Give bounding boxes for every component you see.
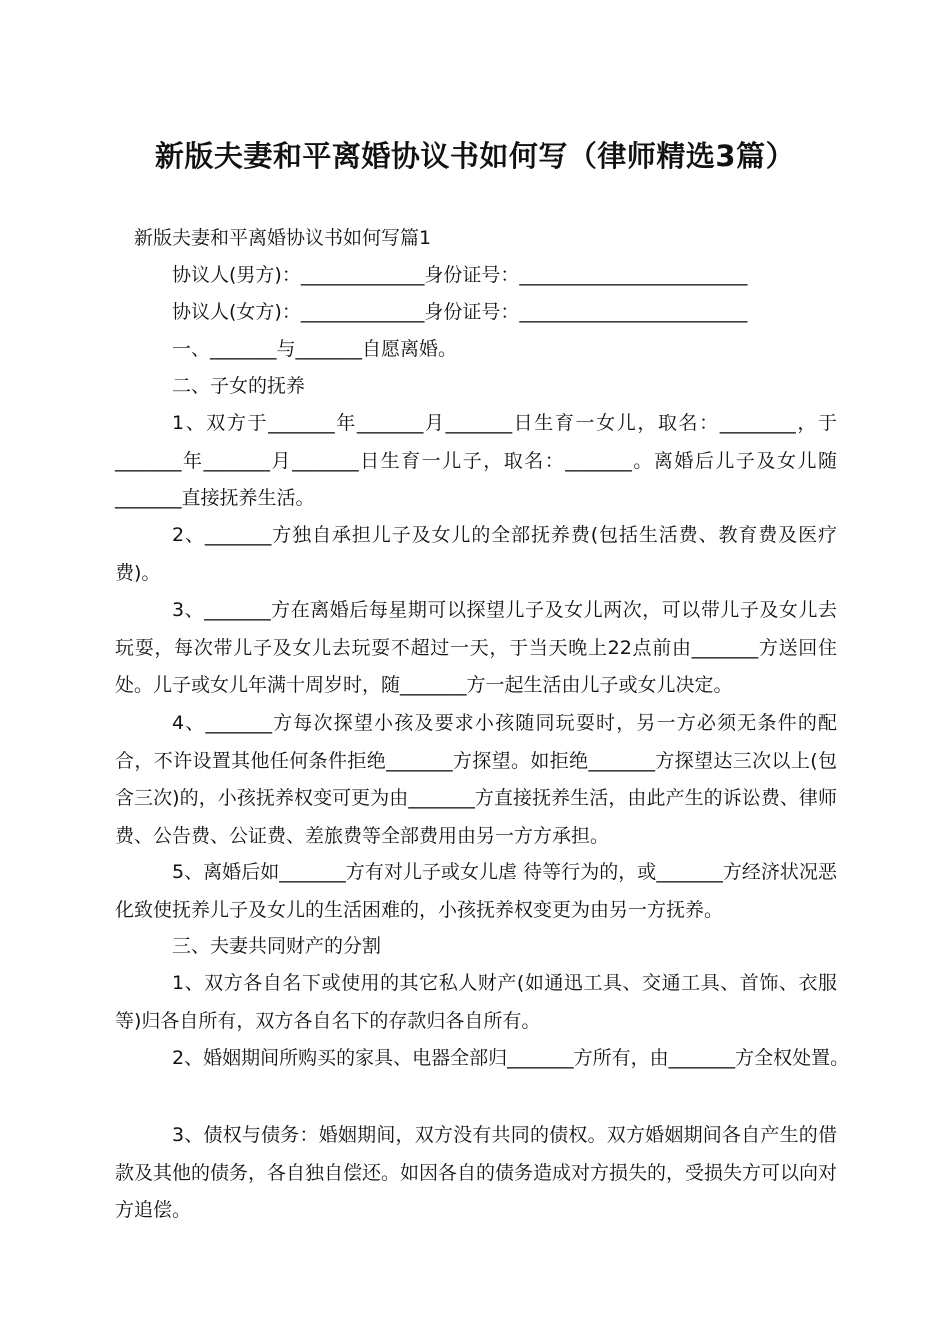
clause-child-5: 5、离婚后如_______方有对儿子或女儿虐 待等行为的，或_______方经济状况恶化致使抚养儿子及女儿的生活困难的，小孩抚养权变更为由另一方抚养。 <box>115 861 837 921</box>
heading-property-division: 三、夫妻共同财产的分割 <box>172 935 382 957</box>
party-female-line: 协议人(女方)：_____________身份证号：________________________ <box>172 301 748 323</box>
clause-child-1: 1、双方于_______年_______月_______日生育一女儿，取名：________，于_______年_______月_______日生育一儿子，取名：_______。离婚后儿子及女儿随_______直接抚养生活。 <box>115 412 837 509</box>
section-heading: 新版夫妻和平离婚协议书如何写篇1 <box>134 227 432 249</box>
clause-property-3: 3、债权与债务：婚姻期间，双方没有共同的债权。双方婚姻期间各自产生的借款及其他的债务，各自独自偿还。如因各自的债务造成对方损失的，受损失方可以向对方追偿。 <box>115 1124 838 1221</box>
clause-child-3: 3、_______方在离婚后每星期可以探望儿子及女儿两次，可以带儿子及女儿去玩耍，每次带儿子及女儿去玩耍不超过一天，于当天晚上22点前由_______方送回住处。儿子或女儿年满十周岁时，随_______方一起生活由儿子或女儿决定。 <box>115 599 837 696</box>
heading-child-support: 二、子女的抚养 <box>172 375 306 397</box>
item-divorce: 一、_______与_______自愿离婚。 <box>172 338 458 360</box>
clause-child-2: 2、_______方独自承担儿子及女儿的全部抚养费(包括生活费、教育费及医疗费)。 <box>115 524 837 584</box>
page-title: 新版夫妻和平离婚协议书如何写（律师精选3篇） <box>154 139 796 173</box>
party-male-line: 协议人(男方)：_____________身份证号：________________________ <box>172 264 748 286</box>
clause-property-1: 1、双方各自名下或使用的其它私人财产(如通迅工具、交通工具、首饰、衣服等)归各自所有，双方各自名下的存款归各自所有。 <box>115 972 837 1032</box>
clause-child-4: 4、_______方每次探望小孩及要求小孩随同玩耍时，另一方必须无条件的配合，不许设置其他任何条件拒绝_______方探望。如拒绝_______方探望达三次以上(包含三次)的，小孩抚养权变可更为由_______方直接抚养生活，由此产生的诉讼费、律师费、公告费、公证费、差旅费等全部费用由另一方方承担。 <box>115 712 837 847</box>
clause-property-2: 2、婚姻期间所购买的家具、电器全部归_______方所有，由_______方全权处置。 <box>172 1047 850 1069</box>
